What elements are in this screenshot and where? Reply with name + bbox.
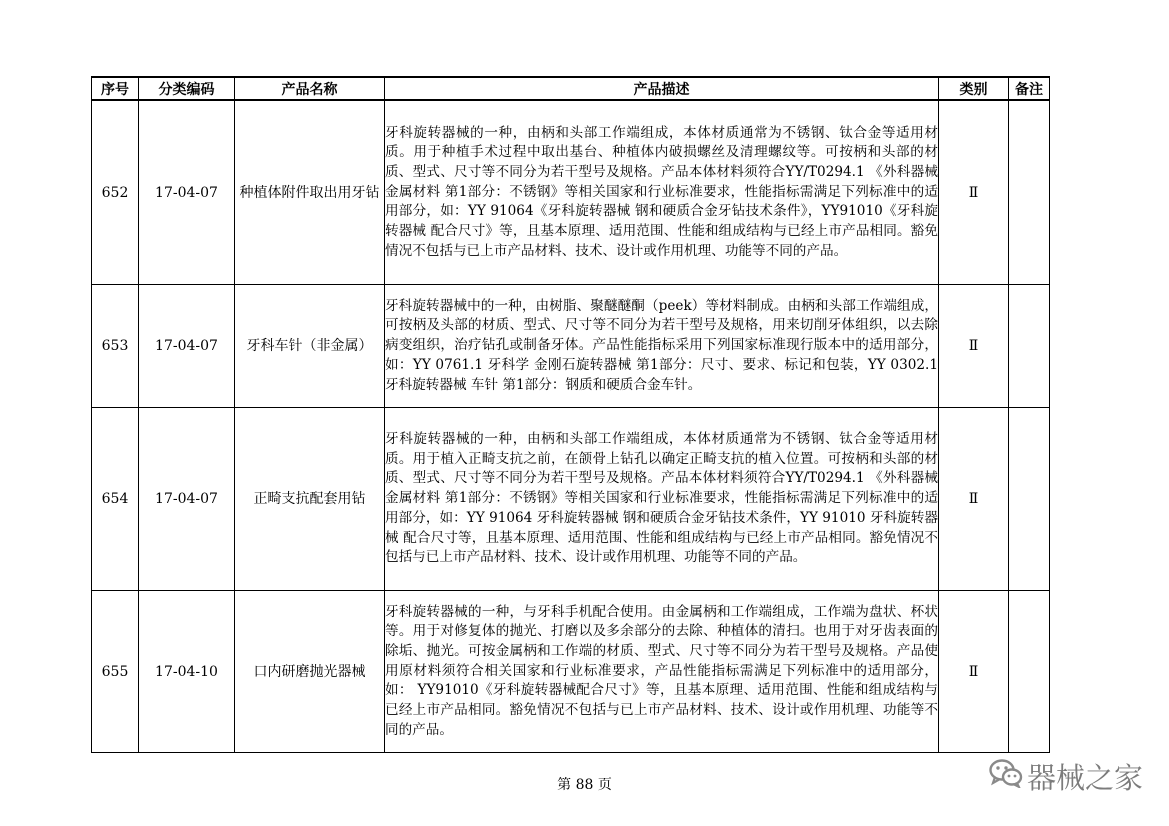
header-code: 分类编码 [139, 77, 235, 100]
cell-name: 口内研磨抛光器械 [235, 591, 385, 753]
cell-remark [1009, 285, 1050, 408]
table-header-row [92, 77, 1050, 100]
table-row [92, 408, 1050, 591]
header-description: 产品描述 [385, 77, 939, 100]
header-name: 产品名称 [235, 77, 385, 100]
cell-name: 牙科车针（非金属） [235, 285, 385, 408]
cell-category: Ⅱ [939, 591, 1009, 753]
cell-remark [1009, 408, 1050, 591]
cell-seq: 653 [92, 285, 139, 408]
cell-code: 17-04-10 [139, 591, 235, 753]
cell-category: Ⅱ [939, 285, 1009, 408]
product-table [91, 76, 1050, 753]
cell-remark [1009, 100, 1050, 285]
table-row [92, 285, 1050, 408]
cell-description: 牙科旋转器械的一种，由柄和头部工作端组成，本体材质通常为不锈钢、钛合金等适用材质。用于种植手术过程中取出基台、种植体内破损螺丝及清理螺纹等。可按柄和头部的材质、型式、尺寸等不同分为若干型号及规格。产品本体材料须符合YY/T0294.1 《外科器械 金属材料 第1部分：不锈钢》等相关国家和行业标准要求，性能指标需满足下列标准中的适用部分，如：YY 91064《牙科旋转器械 钢和硬质合金牙钻技术条件》，YY91010《牙科旋转器械 配合尺寸》等，且基本原理、适用范围、性能和组成结构与已经上市产品相同。豁免情况不包括与已上市产品材料、技术、设计或作用机理、功能等不同的产品。 [385, 100, 939, 285]
wechat-icon [989, 758, 1023, 795]
cell-remark [1009, 591, 1050, 753]
cell-code: 17-04-07 [139, 408, 235, 591]
cell-seq: 652 [92, 100, 139, 285]
cell-category: Ⅱ [939, 100, 1009, 285]
cell-name: 正畸支抗配套用钻 [235, 408, 385, 591]
watermark [989, 756, 1143, 797]
cell-description: 牙科旋转器械的一种，由柄和头部工作端组成，本体材质通常为不锈钢、钛合金等适用材质。用于植入正畸支抗之前，在颌骨上钻孔以确定正畸支抗的植入位置。可按柄和头部的材质、型式、尺寸等不同分为若干型号及规格。产品本体材料须符合YY/T0294.1 《外科器械 金属材料 第1部分：不锈钢》等相关国家和行业标准要求，性能指标需满足下列标准中的适用部分，如：YY 91064 牙科旋转器械 钢和硬质合金牙钻技术条件，YY 91010 牙科旋转器械 配合尺寸等，且基本原理、适用范围、性能和组成结构与已经上市产品相同。豁免情况不包括与已上市产品材料、技术、设计或作用机理、功能等不同的产品。 [385, 408, 939, 591]
cell-category: Ⅱ [939, 408, 1009, 591]
table-row [92, 591, 1050, 753]
header-seq: 序号 [92, 77, 139, 100]
watermark-text: 器械之家 [1026, 761, 1143, 795]
cell-seq: 654 [92, 408, 139, 591]
cell-code: 17-04-07 [139, 285, 235, 408]
cell-description: 牙科旋转器械的一种，与牙科手机配合使用。由金属柄和工作端组成，工作端为盘状、杯状等。用于对修复体的抛光、打磨以及多余部分的去除、种植体的清扫。也用于对牙齿表面的除垢、抛光。可按金属柄和工作端的材质、型式、尺寸等不同分为若干型号及规格。产品使用原材料须符合相关国家和行业标准要求，产品性能指标需满足下列标准中的适用部分，如： YY91010《牙科旋转器械配合尺寸》等，且基本原理、适用范围、性能和组成结构与已经上市产品相同。豁免情况不包括与已上市产品材料、技术、设计或作用机理、功能等不同的产品。 [385, 591, 939, 753]
table-row [92, 100, 1050, 285]
page-number: 第 88 页 [557, 777, 612, 793]
cell-description: 牙科旋转器械中的一种，由树脂、聚醚醚酮（peek）等材料制成。由柄和头部工作端组成，可按柄及头部的材质、型式、尺寸等不同分为若干型号及规格，用来切削牙体组织，以去除病变组织，治疗钻孔或制备牙体。产品性能指标采用下列国家标准现行版本中的适用部分，如：YY 0761.1 牙科学 金刚石旋转器械 第1部分：尺寸、要求、标记和包装，YY 0302.1 牙科旋转器械 车针 第1部分：钢质和硬质合金车针。 [385, 285, 939, 408]
cell-seq: 655 [92, 591, 139, 753]
cell-name: 种植体附件取出用牙钻 [235, 100, 385, 285]
header-category: 类别 [939, 77, 1009, 100]
cell-code: 17-04-07 [139, 100, 235, 285]
header-remark: 备注 [1009, 77, 1050, 100]
